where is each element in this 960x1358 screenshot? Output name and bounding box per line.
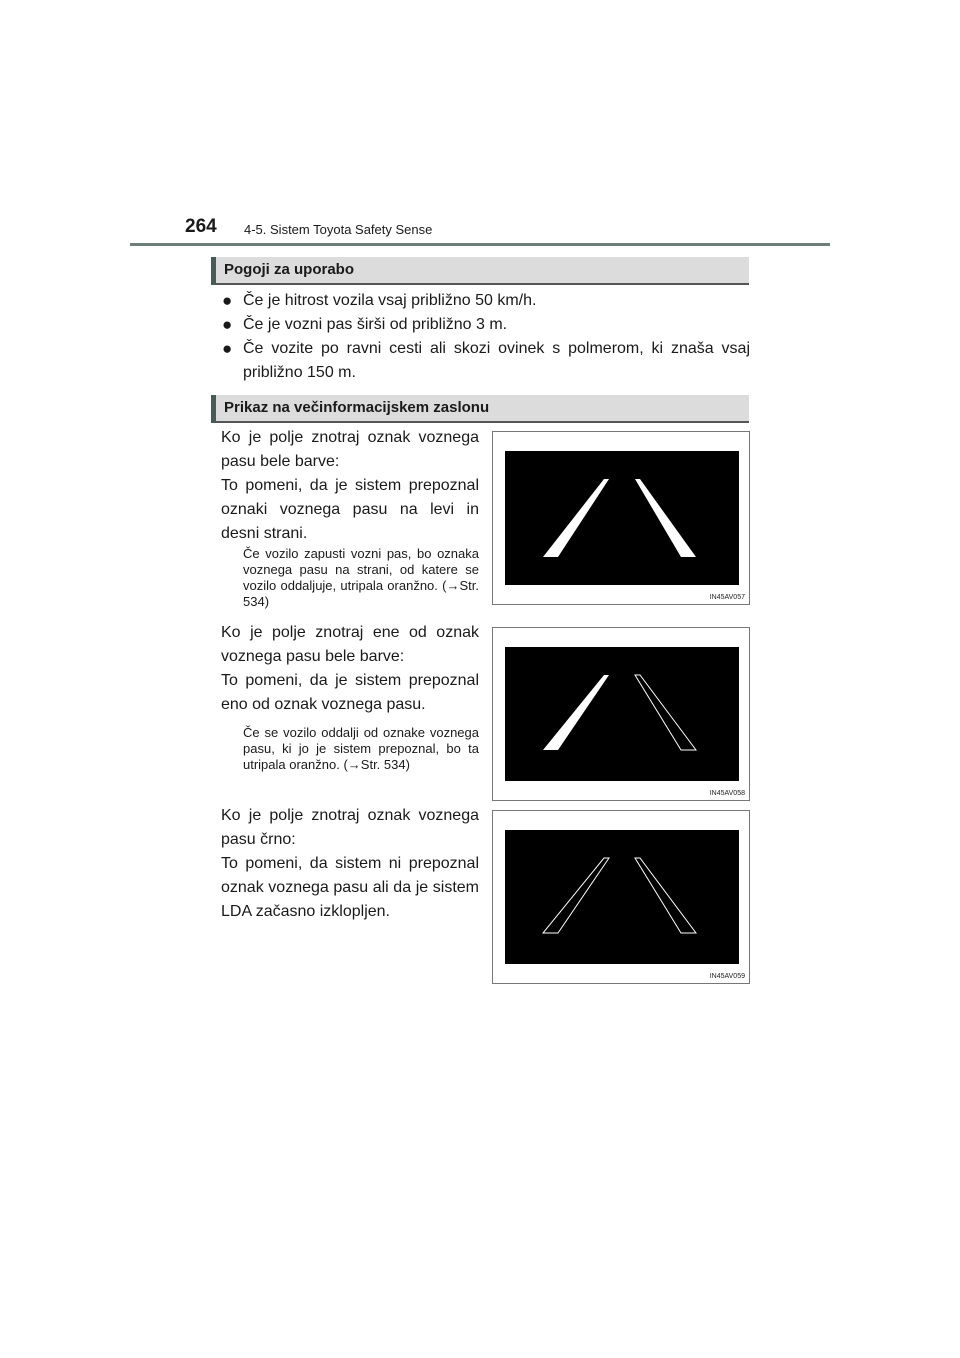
left-lane-marking-filled <box>543 479 609 557</box>
figure-no-lanes <box>492 810 750 984</box>
bullet-text: Če je vozni pas širši od približno 3 m. <box>243 316 508 333</box>
section-title: Pogoji za uporabo <box>224 261 354 278</box>
bullet-item <box>222 337 750 385</box>
bullet-icon: ● <box>222 339 233 358</box>
section-title: Prikaz na večinformacijskem zaslonu <box>224 399 490 416</box>
figure-one-lane <box>492 627 750 801</box>
display-state-note: Če vozilo zapusti vozni pas, bo oznaka voznega pasu na strani, od katere se vozilo oddaljuje, utripala oranžno. (→Str. 534) <box>243 546 479 609</box>
right-lane-marking-outline <box>635 858 696 933</box>
multi-information-display <box>505 830 739 964</box>
figure-code: IN45AV059 <box>709 973 745 980</box>
display-state-description: Ko je polje znotraj ene od oznak voznega pasu bele barve: <box>221 624 479 665</box>
left-lane-marking-filled <box>543 675 609 750</box>
bullet-text: Če je hitrost vozila vsaj približno 50 km/h. <box>243 292 537 309</box>
multi-information-display <box>505 451 739 585</box>
display-state-description: Ko je polje znotraj oznak voznega pasu črno: <box>221 807 479 848</box>
section-header-bar <box>211 395 216 423</box>
figure-both-lanes <box>492 431 750 605</box>
figure-code: IN45AV057 <box>709 594 745 601</box>
display-state-description: Ko je polje znotraj oznak voznega pasu bele barve: <box>221 429 479 470</box>
header-rule <box>130 243 830 246</box>
multi-information-display <box>505 647 739 781</box>
display-state-meaning: To pomeni, da sistem ni prepoznal oznak voznega pasu ali da je sistem LDA začasno izklopljen. <box>221 855 479 920</box>
bullet-icon: ● <box>222 291 233 310</box>
left-lane-marking-outline <box>543 858 609 933</box>
display-state-meaning: To pomeni, da je sistem prepoznal eno od oznak voznega pasu. <box>221 672 479 713</box>
bullet-item <box>222 313 750 337</box>
display-state-note: Če se vozilo oddalji od oznake voznega pasu, ki jo je sistem prepoznal, bo ta utripala oranžno. (→Str. 534) <box>243 725 479 772</box>
right-lane-marking-outline <box>635 675 696 750</box>
right-lane-marking-filled <box>635 479 696 557</box>
section-header-display <box>211 395 749 423</box>
lane-markings-illustration <box>505 451 739 585</box>
bullet-icon: ● <box>222 315 233 334</box>
section-header-conditions <box>211 257 749 285</box>
section-header-bar <box>211 257 216 285</box>
display-state-meaning: To pomeni, da je sistem prepoznal oznaki voznega pasu na levi in desni strani. <box>221 477 479 542</box>
lane-markings-illustration <box>505 830 739 964</box>
chapter-title: 4-5. Sistem Toyota Safety Sense <box>244 222 433 237</box>
figure-code: IN45AV058 <box>709 790 745 797</box>
lane-markings-illustration <box>505 647 739 781</box>
bullet-text: Če vozite po ravni cesti ali skozi ovinek s polmerom, ki znaša vsaj približno 150 m. <box>243 340 750 381</box>
bullet-item <box>222 289 750 313</box>
page-number: 264 <box>185 216 217 237</box>
